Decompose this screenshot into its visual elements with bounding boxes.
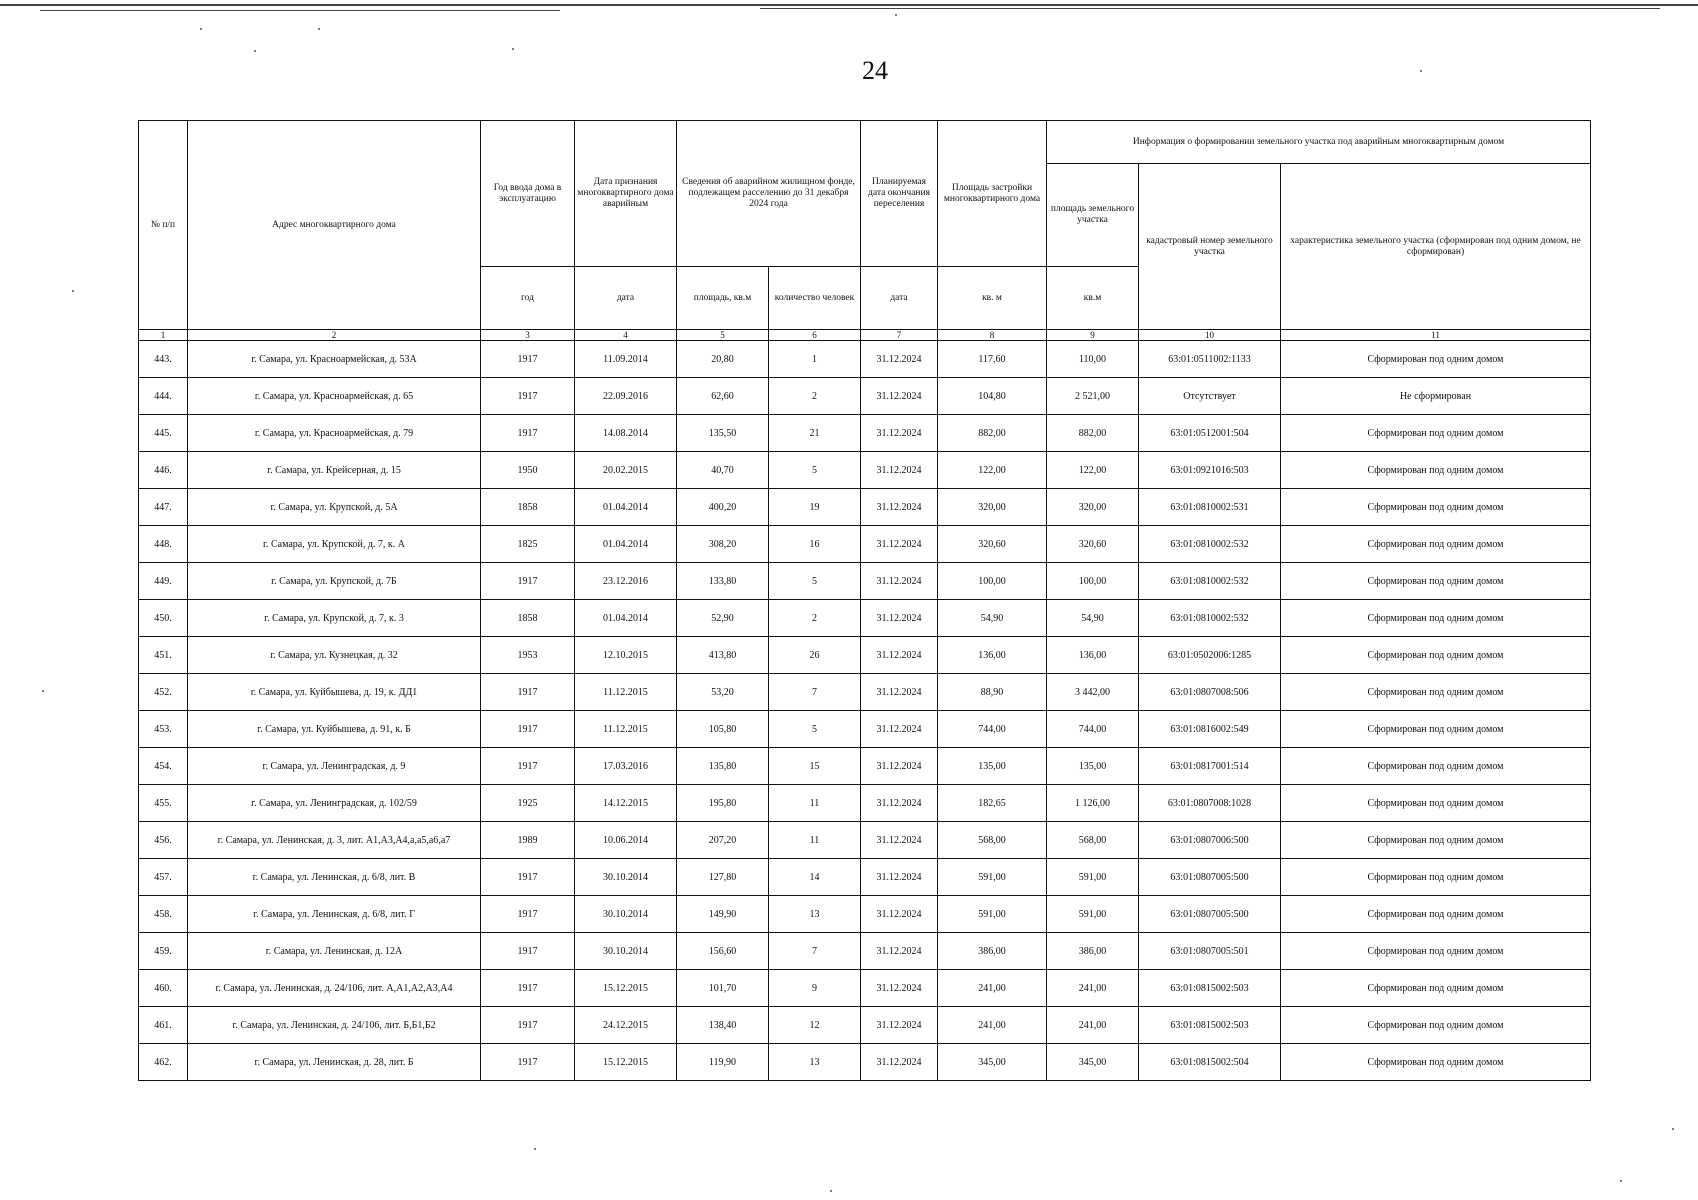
- land-status-cell: Сформирован под одним домом: [1281, 896, 1591, 933]
- land-area-cell: 744,00: [1047, 711, 1139, 748]
- address-cell: г. Самара, ул. Крупской, д. 7Б: [188, 563, 481, 600]
- address-cell: г. Самара, ул. Кузнецкая, д. 32: [188, 637, 481, 674]
- land-status-cell: Сформирован под одним домом: [1281, 933, 1591, 970]
- address-cell: г. Самара, ул. Ленинская, д. 6/8, лит. В: [188, 859, 481, 896]
- apartment-area-cell: 52,90: [677, 600, 769, 637]
- planned-date-cell: 31.12.2024: [861, 452, 938, 489]
- commission-year-cell: 1917: [481, 859, 575, 896]
- commission-year-cell: 1917: [481, 341, 575, 378]
- row-number-cell: 443.: [139, 341, 188, 378]
- land-area-cell: 135,00: [1047, 748, 1139, 785]
- header-land-info: Информация о формировании земельного участка под аварийным многоквартирным домом: [1047, 121, 1591, 164]
- people-count-cell: 7: [769, 674, 861, 711]
- commission-year-cell: 1917: [481, 1007, 575, 1044]
- land-area-cell: 568,00: [1047, 822, 1139, 859]
- apartment-area-cell: 308,20: [677, 526, 769, 563]
- built-area-cell: 345,00: [938, 1044, 1047, 1081]
- land-status-cell: Сформирован под одним домом: [1281, 415, 1591, 452]
- cadastral-number-cell: 63:01:0815002:503: [1139, 970, 1281, 1007]
- planned-date-cell: 31.12.2024: [861, 822, 938, 859]
- row-number-cell: 456.: [139, 822, 188, 859]
- land-status-cell: Сформирован под одним домом: [1281, 1044, 1591, 1081]
- address-cell: г. Самара, ул. Куйбышева, д. 91, к. Б: [188, 711, 481, 748]
- built-area-cell: 88,90: [938, 674, 1047, 711]
- cadastral-number-cell: 63:01:0502006:1285: [1139, 637, 1281, 674]
- scan-edge-line: [760, 8, 1660, 9]
- apartment-area-cell: 62,60: [677, 378, 769, 415]
- people-count-cell: 12: [769, 1007, 861, 1044]
- land-area-cell: 136,00: [1047, 637, 1139, 674]
- apartment-area-cell: 138,40: [677, 1007, 769, 1044]
- recognition-date-cell: 15.12.2015: [575, 1044, 677, 1081]
- built-area-cell: 882,00: [938, 415, 1047, 452]
- address-cell: г. Самара, ул. Ленинская, д. 6/8, лит. Г: [188, 896, 481, 933]
- apartment-area-cell: 133,80: [677, 563, 769, 600]
- header-planned-date: Планируемая дата окончания переселения: [861, 121, 938, 267]
- people-count-cell: 16: [769, 526, 861, 563]
- header-land-characteristic: характеристика земельного участка (сформирован под одним домом, не сформирован): [1281, 164, 1591, 330]
- people-count-cell: 13: [769, 1044, 861, 1081]
- planned-date-cell: 31.12.2024: [861, 748, 938, 785]
- recognition-date-cell: 11.12.2015: [575, 711, 677, 748]
- address-cell: г. Самара, ул. Красноармейская, д. 79: [188, 415, 481, 452]
- people-count-cell: 11: [769, 822, 861, 859]
- built-area-cell: 320,00: [938, 489, 1047, 526]
- land-status-cell: Сформирован под одним домом: [1281, 785, 1591, 822]
- header-commission-year: Год ввода дома в эксплуатацию: [481, 121, 575, 267]
- built-area-cell: 104,80: [938, 378, 1047, 415]
- land-status-cell: Сформирован под одним домом: [1281, 1007, 1591, 1044]
- row-number-cell: 457.: [139, 859, 188, 896]
- scan-speck: [72, 290, 74, 292]
- cadastral-number-cell: 63:01:0816002:549: [1139, 711, 1281, 748]
- built-area-cell: 591,00: [938, 859, 1047, 896]
- row-number-cell: 452.: [139, 674, 188, 711]
- land-status-cell: Сформирован под одним домом: [1281, 526, 1591, 563]
- address-cell: г. Самара, ул. Ленинская, д. 24/106, лит. Б,Б1,Б2: [188, 1007, 481, 1044]
- built-area-cell: 241,00: [938, 970, 1047, 1007]
- people-count-cell: 21: [769, 415, 861, 452]
- people-count-cell: 13: [769, 896, 861, 933]
- apartment-area-cell: 413,80: [677, 637, 769, 674]
- commission-year-cell: 1917: [481, 711, 575, 748]
- people-count-cell: 2: [769, 378, 861, 415]
- planned-date-cell: 31.12.2024: [861, 785, 938, 822]
- built-area-cell: 122,00: [938, 452, 1047, 489]
- column-number-row: [139, 330, 1591, 341]
- address-cell: г. Самара, ул. Красноармейская, д. 65: [188, 378, 481, 415]
- commission-year-cell: 1917: [481, 674, 575, 711]
- recognition-date-cell: 30.10.2014: [575, 859, 677, 896]
- recognition-date-cell: 20.02.2015: [575, 452, 677, 489]
- commission-year-cell: 1953: [481, 637, 575, 674]
- scan-speck: [200, 28, 202, 30]
- land-area-cell: 1 126,00: [1047, 785, 1139, 822]
- column-number: 9: [1047, 330, 1139, 341]
- row-number-cell: 447.: [139, 489, 188, 526]
- land-area-cell: 320,00: [1047, 489, 1139, 526]
- table-row: [139, 933, 1591, 970]
- planned-date-cell: 31.12.2024: [861, 933, 938, 970]
- built-area-cell: 386,00: [938, 933, 1047, 970]
- commission-year-cell: 1917: [481, 563, 575, 600]
- people-count-cell: 5: [769, 452, 861, 489]
- commission-year-cell: 1858: [481, 489, 575, 526]
- apartment-area-cell: 149,90: [677, 896, 769, 933]
- address-cell: г. Самара, ул. Ленинградская, д. 9: [188, 748, 481, 785]
- land-area-cell: 122,00: [1047, 452, 1139, 489]
- land-area-cell: 110,00: [1047, 341, 1139, 378]
- commission-year-cell: 1917: [481, 933, 575, 970]
- row-number-cell: 461.: [139, 1007, 188, 1044]
- cadastral-number-cell: 63:01:0511002:1133: [1139, 341, 1281, 378]
- commission-year-cell: 1825: [481, 526, 575, 563]
- cadastral-number-cell: 63:01:0512001:504: [1139, 415, 1281, 452]
- table-row: [139, 970, 1591, 1007]
- commission-year-cell: 1989: [481, 822, 575, 859]
- people-count-cell: 5: [769, 711, 861, 748]
- scan-speck: [895, 14, 897, 16]
- table-row: [139, 378, 1591, 415]
- header-land-area: площадь земельного участка: [1047, 164, 1139, 267]
- column-number: 11: [1281, 330, 1591, 341]
- planned-date-cell: 31.12.2024: [861, 600, 938, 637]
- recognition-date-cell: 30.10.2014: [575, 933, 677, 970]
- cadastral-number-cell: 63:01:0807005:500: [1139, 896, 1281, 933]
- planned-date-cell: 31.12.2024: [861, 674, 938, 711]
- built-area-cell: 100,00: [938, 563, 1047, 600]
- cadastral-number-cell: 63:01:0807005:501: [1139, 933, 1281, 970]
- commission-year-cell: 1917: [481, 415, 575, 452]
- emergency-housing-table: [138, 120, 1591, 1081]
- table-row: [139, 526, 1591, 563]
- land-status-cell: Сформирован под одним домом: [1281, 452, 1591, 489]
- address-cell: г. Самара, ул. Красноармейская, д. 53А: [188, 341, 481, 378]
- commission-year-cell: 1917: [481, 970, 575, 1007]
- column-number: 6: [769, 330, 861, 341]
- planned-date-cell: 31.12.2024: [861, 563, 938, 600]
- table-row: [139, 896, 1591, 933]
- people-count-cell: 15: [769, 748, 861, 785]
- planned-date-cell: 31.12.2024: [861, 1007, 938, 1044]
- planned-date-cell: 31.12.2024: [861, 637, 938, 674]
- land-area-cell: 320,60: [1047, 526, 1139, 563]
- built-area-cell: 182,65: [938, 785, 1047, 822]
- table-row: [139, 711, 1591, 748]
- address-cell: г. Самара, ул. Крупской, д. 5А: [188, 489, 481, 526]
- table-row: [139, 748, 1591, 785]
- table-row: [139, 1007, 1591, 1044]
- recognition-date-cell: 23.12.2016: [575, 563, 677, 600]
- people-count-cell: 9: [769, 970, 861, 1007]
- land-area-cell: 54,90: [1047, 600, 1139, 637]
- unit-date: дата: [575, 267, 677, 330]
- cadastral-number-cell: 63:01:0807008:1028: [1139, 785, 1281, 822]
- recognition-date-cell: 12.10.2015: [575, 637, 677, 674]
- row-number-cell: 455.: [139, 785, 188, 822]
- planned-date-cell: 31.12.2024: [861, 489, 938, 526]
- scan-speck: [254, 50, 256, 52]
- address-cell: г. Самара, ул. Куйбышева, д. 19, к. ДД1: [188, 674, 481, 711]
- people-count-cell: 19: [769, 489, 861, 526]
- commission-year-cell: 1917: [481, 378, 575, 415]
- row-number-cell: 462.: [139, 1044, 188, 1081]
- row-number-cell: 458.: [139, 896, 188, 933]
- scan-speck: [830, 1190, 832, 1192]
- built-area-cell: 591,00: [938, 896, 1047, 933]
- people-count-cell: 7: [769, 933, 861, 970]
- cadastral-number-cell: 63:01:0817001:514: [1139, 748, 1281, 785]
- recognition-date-cell: 22.09.2016: [575, 378, 677, 415]
- recognition-date-cell: 01.04.2014: [575, 489, 677, 526]
- people-count-cell: 14: [769, 859, 861, 896]
- land-area-cell: 345,00: [1047, 1044, 1139, 1081]
- apartment-area-cell: 207,20: [677, 822, 769, 859]
- header-row-number: № п/п: [139, 121, 188, 330]
- cadastral-number-cell: 63:01:0807006:500: [1139, 822, 1281, 859]
- planned-date-cell: 31.12.2024: [861, 415, 938, 452]
- table-row: [139, 822, 1591, 859]
- address-cell: г. Самара, ул. Крейсерная, д. 15: [188, 452, 481, 489]
- land-area-cell: 591,00: [1047, 859, 1139, 896]
- column-number: 2: [188, 330, 481, 341]
- planned-date-cell: 31.12.2024: [861, 711, 938, 748]
- row-number-cell: 453.: [139, 711, 188, 748]
- planned-date-cell: 31.12.2024: [861, 896, 938, 933]
- cadastral-number-cell: 63:01:0807008:506: [1139, 674, 1281, 711]
- commission-year-cell: 1925: [481, 785, 575, 822]
- recognition-date-cell: 14.12.2015: [575, 785, 677, 822]
- unit-built-area: кв. м: [938, 267, 1047, 330]
- apartment-area-cell: 20,80: [677, 341, 769, 378]
- cadastral-number-cell: 63:01:0815002:503: [1139, 1007, 1281, 1044]
- people-count-cell: 1: [769, 341, 861, 378]
- land-status-cell: Сформирован под одним домом: [1281, 748, 1591, 785]
- header-housing-fund: Сведения об аварийном жилищном фонде, подлежащем расселению до 31 декабря 2024 года: [677, 121, 861, 267]
- cadastral-number-cell: 63:01:0810002:532: [1139, 600, 1281, 637]
- scan-speck: [512, 48, 514, 50]
- land-status-cell: Сформирован под одним домом: [1281, 637, 1591, 674]
- built-area-cell: 117,60: [938, 341, 1047, 378]
- table-row: [139, 452, 1591, 489]
- table-row: [139, 637, 1591, 674]
- row-number-cell: 445.: [139, 415, 188, 452]
- address-cell: г. Самара, ул. Ленинская, д. 3, лит. А1,А3,А4,а,а5,а6,а7: [188, 822, 481, 859]
- land-area-cell: 100,00: [1047, 563, 1139, 600]
- recognition-date-cell: 01.04.2014: [575, 526, 677, 563]
- table-row: [139, 341, 1591, 378]
- land-area-cell: 241,00: [1047, 1007, 1139, 1044]
- cadastral-number-cell: 63:01:0810002:531: [1139, 489, 1281, 526]
- apartment-area-cell: 127,80: [677, 859, 769, 896]
- commission-year-cell: 1917: [481, 896, 575, 933]
- cadastral-number-cell: Отсутствует: [1139, 378, 1281, 415]
- recognition-date-cell: 01.04.2014: [575, 600, 677, 637]
- recognition-date-cell: 11.09.2014: [575, 341, 677, 378]
- recognition-date-cell: 11.12.2015: [575, 674, 677, 711]
- column-number: 8: [938, 330, 1047, 341]
- row-number-cell: 448.: [139, 526, 188, 563]
- table-row: [139, 785, 1591, 822]
- cadastral-number-cell: 63:01:0810002:532: [1139, 563, 1281, 600]
- built-area-cell: 568,00: [938, 822, 1047, 859]
- apartment-area-cell: 195,80: [677, 785, 769, 822]
- land-status-cell: Сформирован под одним домом: [1281, 859, 1591, 896]
- column-number: 3: [481, 330, 575, 341]
- address-cell: г. Самара, ул. Крупской, д. 7, к. А: [188, 526, 481, 563]
- land-status-cell: Сформирован под одним домом: [1281, 822, 1591, 859]
- row-number-cell: 460.: [139, 970, 188, 1007]
- cadastral-number-cell: 63:01:0921016:503: [1139, 452, 1281, 489]
- address-cell: г. Самара, ул. Ленинская, д. 12А: [188, 933, 481, 970]
- built-area-cell: 136,00: [938, 637, 1047, 674]
- row-number-cell: 459.: [139, 933, 188, 970]
- column-number: 5: [677, 330, 769, 341]
- unit-people: количество человек: [769, 267, 861, 330]
- land-area-cell: 241,00: [1047, 970, 1139, 1007]
- column-number: 10: [1139, 330, 1281, 341]
- land-status-cell: Сформирован под одним домом: [1281, 970, 1591, 1007]
- planned-date-cell: 31.12.2024: [861, 1044, 938, 1081]
- column-number: 1: [139, 330, 188, 341]
- cadastral-number-cell: 63:01:0807005:500: [1139, 859, 1281, 896]
- scan-speck: [42, 690, 44, 692]
- commission-year-cell: 1950: [481, 452, 575, 489]
- row-number-cell: 449.: [139, 563, 188, 600]
- apartment-area-cell: 40,70: [677, 452, 769, 489]
- land-status-cell: Сформирован под одним домом: [1281, 563, 1591, 600]
- address-cell: г. Самара, ул. Ленинская, д. 24/106, лит. А,А1,А2,А3,А4: [188, 970, 481, 1007]
- scan-edge-line: [0, 4, 1698, 6]
- planned-date-cell: 31.12.2024: [861, 378, 938, 415]
- apartment-area-cell: 105,80: [677, 711, 769, 748]
- recognition-date-cell: 14.08.2014: [575, 415, 677, 452]
- planned-date-cell: 31.12.2024: [861, 970, 938, 1007]
- apartment-area-cell: 135,50: [677, 415, 769, 452]
- built-area-cell: 744,00: [938, 711, 1047, 748]
- recognition-date-cell: 15.12.2015: [575, 970, 677, 1007]
- table-row: [139, 859, 1591, 896]
- apartment-area-cell: 119,90: [677, 1044, 769, 1081]
- planned-date-cell: 31.12.2024: [861, 341, 938, 378]
- scan-speck: [318, 28, 320, 30]
- unit-planned-date: дата: [861, 267, 938, 330]
- land-status-cell: Не сформирован: [1281, 378, 1591, 415]
- apartment-area-cell: 156,60: [677, 933, 769, 970]
- column-number: 7: [861, 330, 938, 341]
- recognition-date-cell: 24.12.2015: [575, 1007, 677, 1044]
- recognition-date-cell: 17.03.2016: [575, 748, 677, 785]
- table-row: [139, 600, 1591, 637]
- apartment-area-cell: 53,20: [677, 674, 769, 711]
- row-number-cell: 454.: [139, 748, 188, 785]
- apartment-area-cell: 135,80: [677, 748, 769, 785]
- header-recognition-date: Дата признания многоквартирного дома аварийным: [575, 121, 677, 267]
- built-area-cell: 241,00: [938, 1007, 1047, 1044]
- recognition-date-cell: 10.06.2014: [575, 822, 677, 859]
- land-area-cell: 3 442,00: [1047, 674, 1139, 711]
- land-status-cell: Сформирован под одним домом: [1281, 674, 1591, 711]
- unit-land-area: кв.м: [1047, 267, 1139, 330]
- apartment-area-cell: 400,20: [677, 489, 769, 526]
- planned-date-cell: 31.12.2024: [861, 526, 938, 563]
- land-area-cell: 882,00: [1047, 415, 1139, 452]
- commission-year-cell: 1917: [481, 1044, 575, 1081]
- land-status-cell: Сформирован под одним домом: [1281, 341, 1591, 378]
- header-address: Адрес многоквартирного дома: [188, 121, 481, 330]
- table-row: [139, 415, 1591, 452]
- page-number: 24: [862, 56, 888, 85]
- scan-speck: [534, 1148, 536, 1150]
- cadastral-number-cell: 63:01:0810002:532: [1139, 526, 1281, 563]
- row-number-cell: 446.: [139, 452, 188, 489]
- built-area-cell: 54,90: [938, 600, 1047, 637]
- cadastral-number-cell: 63:01:0815002:504: [1139, 1044, 1281, 1081]
- commission-year-cell: 1858: [481, 600, 575, 637]
- address-cell: г. Самара, ул. Крупской, д. 7, к. 3: [188, 600, 481, 637]
- address-cell: г. Самара, ул. Ленинская, д. 28, лит. Б: [188, 1044, 481, 1081]
- planned-date-cell: 31.12.2024: [861, 859, 938, 896]
- people-count-cell: 5: [769, 563, 861, 600]
- commission-year-cell: 1917: [481, 748, 575, 785]
- table-body: [139, 341, 1591, 1081]
- address-cell: г. Самара, ул. Ленинградская, д. 102/59: [188, 785, 481, 822]
- scan-speck: [1620, 1180, 1622, 1182]
- built-area-cell: 320,60: [938, 526, 1047, 563]
- table-row: [139, 563, 1591, 600]
- land-area-cell: 591,00: [1047, 896, 1139, 933]
- table-row: [139, 1044, 1591, 1081]
- people-count-cell: 2: [769, 600, 861, 637]
- land-area-cell: 2 521,00: [1047, 378, 1139, 415]
- column-number: 4: [575, 330, 677, 341]
- built-area-cell: 135,00: [938, 748, 1047, 785]
- apartment-area-cell: 101,70: [677, 970, 769, 1007]
- land-status-cell: Сформирован под одним домом: [1281, 600, 1591, 637]
- table-row: [139, 674, 1591, 711]
- header-built-area: Площадь застройки многоквартирного дома: [938, 121, 1047, 267]
- land-area-cell: 386,00: [1047, 933, 1139, 970]
- header-cadastral-number: кадастровый номер земельного участка: [1139, 164, 1281, 330]
- unit-area: площадь, кв.м: [677, 267, 769, 330]
- row-number-cell: 444.: [139, 378, 188, 415]
- table-row: [139, 489, 1591, 526]
- land-status-cell: Сформирован под одним домом: [1281, 489, 1591, 526]
- unit-year: год: [481, 267, 575, 330]
- row-number-cell: 451.: [139, 637, 188, 674]
- recognition-date-cell: 30.10.2014: [575, 896, 677, 933]
- scan-edge-line: [40, 10, 560, 11]
- scan-speck: [1672, 1128, 1674, 1130]
- people-count-cell: 26: [769, 637, 861, 674]
- people-count-cell: 11: [769, 785, 861, 822]
- row-number-cell: 450.: [139, 600, 188, 637]
- land-status-cell: Сформирован под одним домом: [1281, 711, 1591, 748]
